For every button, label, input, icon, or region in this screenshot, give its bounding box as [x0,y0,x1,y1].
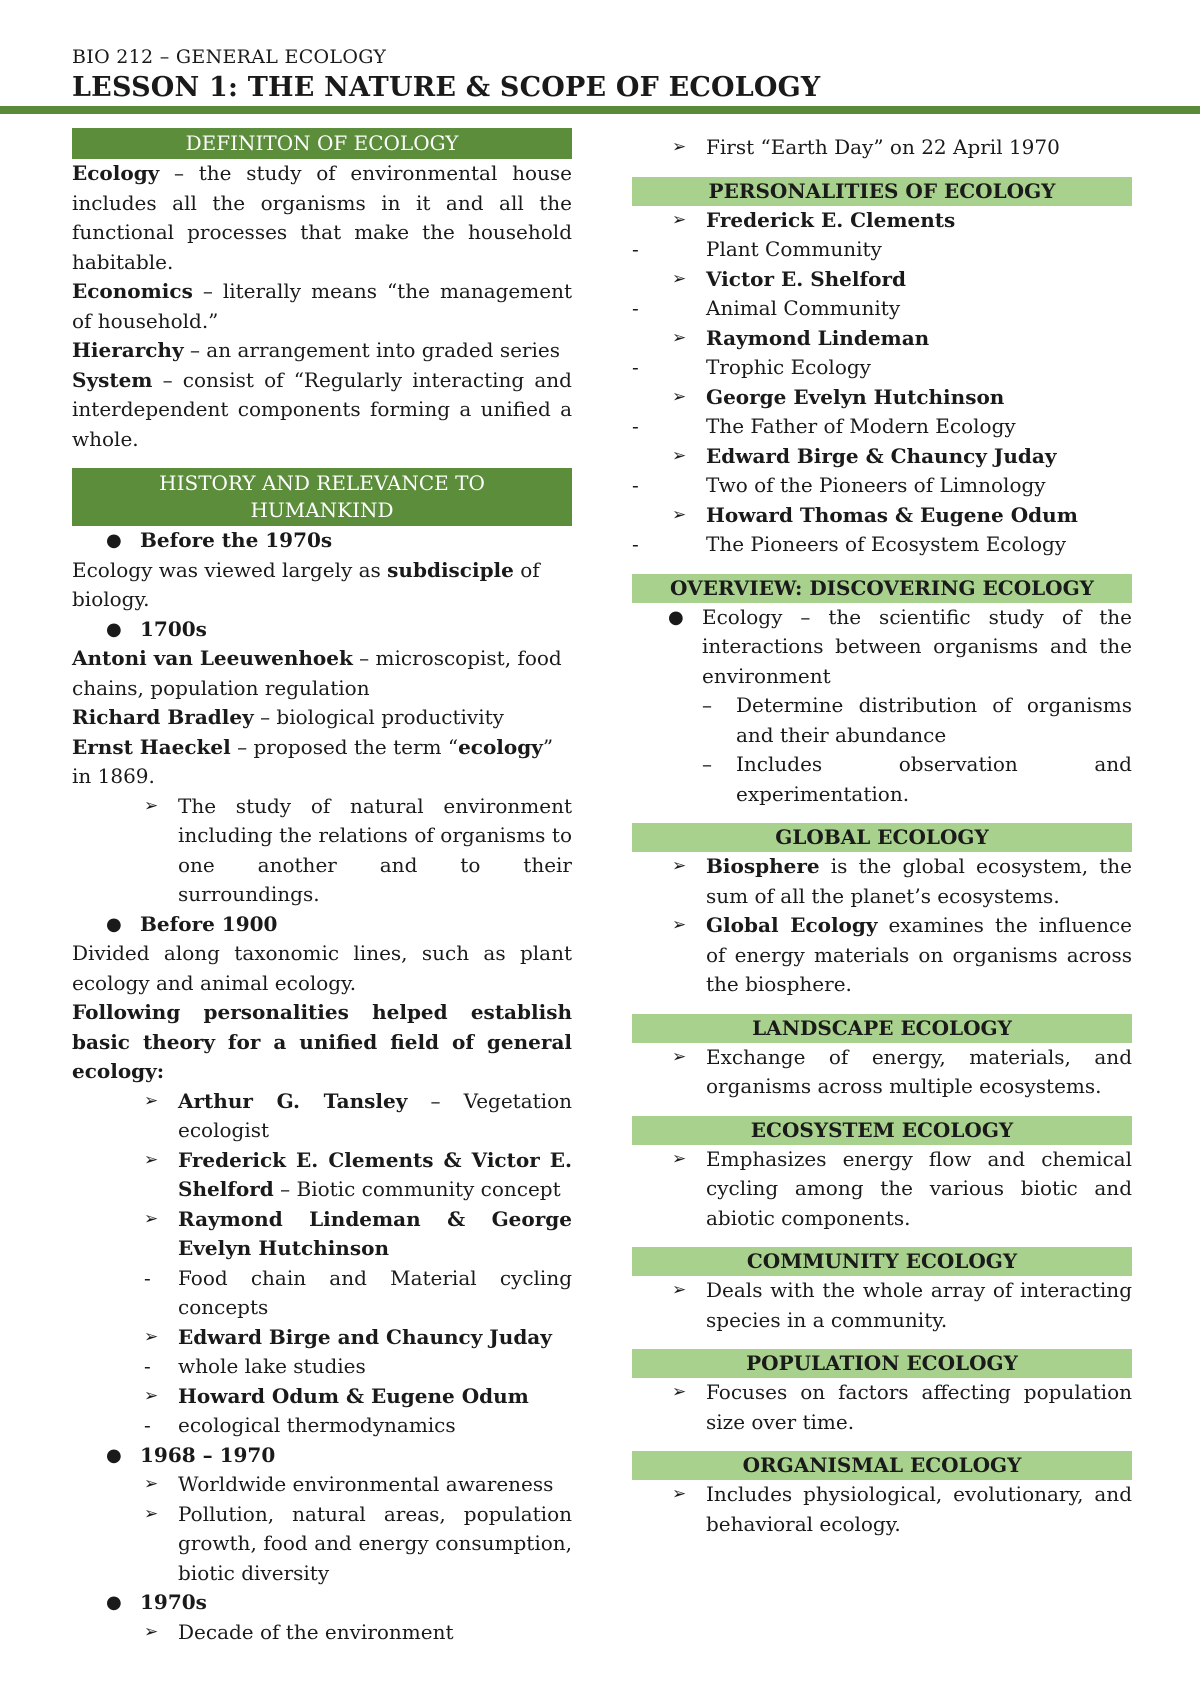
arrow-bullet-icon: ➢ [672,268,687,289]
personality-name: ➢ Frederick E. Clements [632,206,1132,236]
following-personalities-text: Following personalities helped establish basic theory for a unified field of general ecology: [72,1000,572,1083]
before-1970s-text: Ecology was viewed largely as subdisciple of biology. [72,557,540,611]
arrow-bullet-icon: ➢ [672,327,687,348]
bullet-icon: ● [106,618,122,640]
arrow-bullet-icon: ➢ [672,504,687,525]
personality-desc: - Plant Community [632,235,1132,265]
arrow-bullet-icon: ➢ [144,1326,159,1347]
arrow-bullet-icon: ➢ [144,1149,159,1170]
arrow-bullet-icon: ➢ [672,1484,687,1504]
lindeman-hutchinson-entry: ➢ Raymond Lindeman & George Evelyn Hutchinson [72,1205,572,1264]
dash-bullet: - [632,532,639,556]
landscape-header: LANDSCAPE ECOLOGY [632,1014,1132,1043]
left-column [72,128,572,1647]
history-header: HISTORY AND RELEVANCE TO HUMANKIND [72,468,572,526]
personalities-header: PERSONALITIES OF ECOLOGY [632,177,1132,206]
arrow-bullet-icon: ➢ [672,1148,687,1169]
list-item: ➢ Worldwide environmental awareness [72,1470,572,1500]
global-header: GLOBAL ECOLOGY [632,823,1132,852]
dash-bullet: - [144,1354,151,1378]
dash-bullet: – [702,693,712,717]
tansley-entry: ➢ Arthur G. Tansley – Vegetation ecologist [72,1087,572,1146]
dash-bullet: - [632,473,639,497]
population-item: ➢ Focuses on factors affecting population size over time. [632,1378,1132,1437]
personality-desc: - Two of the Pioneers of Limnology [632,471,1132,501]
arrow-bullet-icon: ➢ [672,445,687,466]
overview-header: OVERVIEW: DISCOVERING ECOLOGY [632,574,1132,603]
lindeman-hutchinson-sub: - Food chain and Material cycling concepts [72,1264,572,1323]
bullet-before-1970s: ● Before the 1970s [72,526,572,556]
bullet-icon: ● [106,913,122,935]
before-1900-text: Divided along taxonomic lines, such as plant ecology and animal ecology. [72,941,572,995]
title-rule [0,106,1200,114]
dash-bullet: - [632,296,639,320]
ecosystem-header: ECOSYSTEM ECOLOGY [632,1116,1132,1145]
population-header: POPULATION ECOLOGY [632,1349,1132,1378]
personality-name: ➢ Raymond Lindeman [632,324,1132,354]
dash-bullet: – [702,752,712,776]
dash-bullet: - [144,1265,151,1290]
personality-desc: - The Father of Modern Ecology [632,412,1132,442]
personality-name: ➢ Edward Birge & Chauncy Juday [632,442,1132,472]
arrow-bullet-icon: ➢ [672,386,687,407]
personality-name: ➢ George Evelyn Hutchinson [632,383,1132,413]
overview-sub: – Determine distribution of organisms and their abundance [632,691,1132,750]
personality-name: ➢ Victor E. Shelford [632,265,1132,295]
list-item: ➢ Pollution, natural areas, population growth, food and energy consumption, biotic diversity [72,1500,572,1589]
arrow-bullet-icon: ➢ [144,1208,159,1229]
bullet-before-1900: ● Before 1900 [72,910,572,940]
bullet-1700s: ● 1700s [72,615,572,645]
overview-main: ● Ecology – the scientific study of the interactions between organisms and the environment [632,603,1132,692]
bullet-icon: ● [106,530,122,551]
definition-system: System – consist of “Regularly interacting and interdependent components forming a unified a whole. [72,367,572,451]
personality-desc: - Trophic Ecology [632,353,1132,383]
list-item: ➢ Decade of the environment [72,1618,572,1648]
arrow-bullet-icon: ➢ [144,1503,159,1524]
arrow-bullet-icon: ➢ [672,915,687,935]
overview-sub: – Includes observation and experimentation. [632,750,1132,809]
arrow-bullet-icon: ➢ [672,856,687,876]
arrow-bullet-icon: ➢ [672,209,687,230]
arrow-bullet-icon: ➢ [672,137,687,157]
arrow-bullet-icon: ➢ [144,1385,159,1406]
arrow-bullet-icon: ➢ [144,1474,159,1494]
earth-day-item: ➢ First “Earth Day” on 22 April 1970 [632,133,1132,163]
arrow-bullet-icon: ➢ [144,1090,159,1111]
community-item: ➢ Deals with the whole array of interacting species in a community. [632,1276,1132,1335]
arrow-bullet-icon: ➢ [672,1280,687,1300]
organismal-header: ORGANISMAL ECOLOGY [632,1451,1132,1480]
bullet-icon: ● [106,1444,122,1466]
course-title: BIO 212 – GENERAL ECOLOGY [72,46,387,68]
definition-hierarchy: Hierarchy – an arrangement into graded series [72,338,560,362]
definition-ecology: Ecology – the study of environmental house includes all the organisms in it and all the functional processes that make the household habitable. [72,161,572,274]
global-ecology-item: ➢ Global Ecology examines the influence of energy materials on organisms across the biosphere. [632,911,1132,1000]
landscape-item: ➢ Exchange of energy, materials, and organisms across multiple ecosystems. [632,1043,1132,1102]
bullet-1968-1970: ● 1968 – 1970 [72,1441,572,1471]
ecosystem-item: ➢ Emphasizes energy flow and chemical cycling among the various biotic and abiotic components. [632,1145,1132,1234]
odum-entry: ➢ Howard Odum & Eugene Odum [72,1382,572,1412]
biosphere-item: ➢ Biosphere is the global ecosystem, the sum of all the planet’s ecosystems. [632,852,1132,911]
bradley-entry: Richard Bradley – biological productivity [72,705,504,729]
definition-header: DEFINITON OF ECOLOGY [72,128,572,159]
personality-desc: - The Pioneers of Ecosystem Ecology [632,530,1132,560]
right-column [632,133,1132,1539]
dash-bullet: - [632,414,639,438]
arrow-bullet-icon: ➢ [144,1621,159,1642]
dash-bullet: - [144,1413,151,1437]
clements-shelford-entry: ➢ Frederick E. Clements & Victor E. Shelford – Biotic community concept [72,1146,572,1205]
bullet-icon: ● [668,606,684,628]
birge-juday-entry: ➢ Edward Birge and Chauncy Juday [72,1323,572,1353]
dash-bullet: - [632,355,639,379]
arrow-bullet-icon: ➢ [672,1382,687,1402]
odum-sub: - ecological thermodynamics [72,1411,572,1441]
bullet-1970s: ● 1970s [72,1588,572,1618]
lesson-title: LESSON 1: THE NATURE & SCOPE OF ECOLOGY [72,72,821,103]
dash-bullet: - [632,237,639,261]
birge-juday-sub: - whole lake studies [72,1352,572,1382]
personality-name: ➢ Howard Thomas & Eugene Odum [632,501,1132,531]
bullet-icon: ● [106,1592,122,1613]
haeckel-subitem: ➢ The study of natural environment including the relations of organisms to one another and to their surroundings. [72,792,572,910]
arrow-bullet-icon: ➢ [144,795,159,816]
personality-desc: - Animal Community [632,294,1132,324]
community-header: COMMUNITY ECOLOGY [632,1247,1132,1276]
haeckel-entry: Ernst Haeckel – proposed the term “ecology” in 1869. [72,734,554,788]
definition-economics: Economics – literally means “the management of household.” [72,279,572,333]
arrow-bullet-icon: ➢ [672,1046,687,1067]
organismal-item: ➢ Includes physiological, evolutionary, and behavioral ecology. [632,1480,1132,1539]
leeuwenhoek-entry: Antoni van Leeuwenhoek – microscopist, food chains, population regulation [72,646,562,700]
